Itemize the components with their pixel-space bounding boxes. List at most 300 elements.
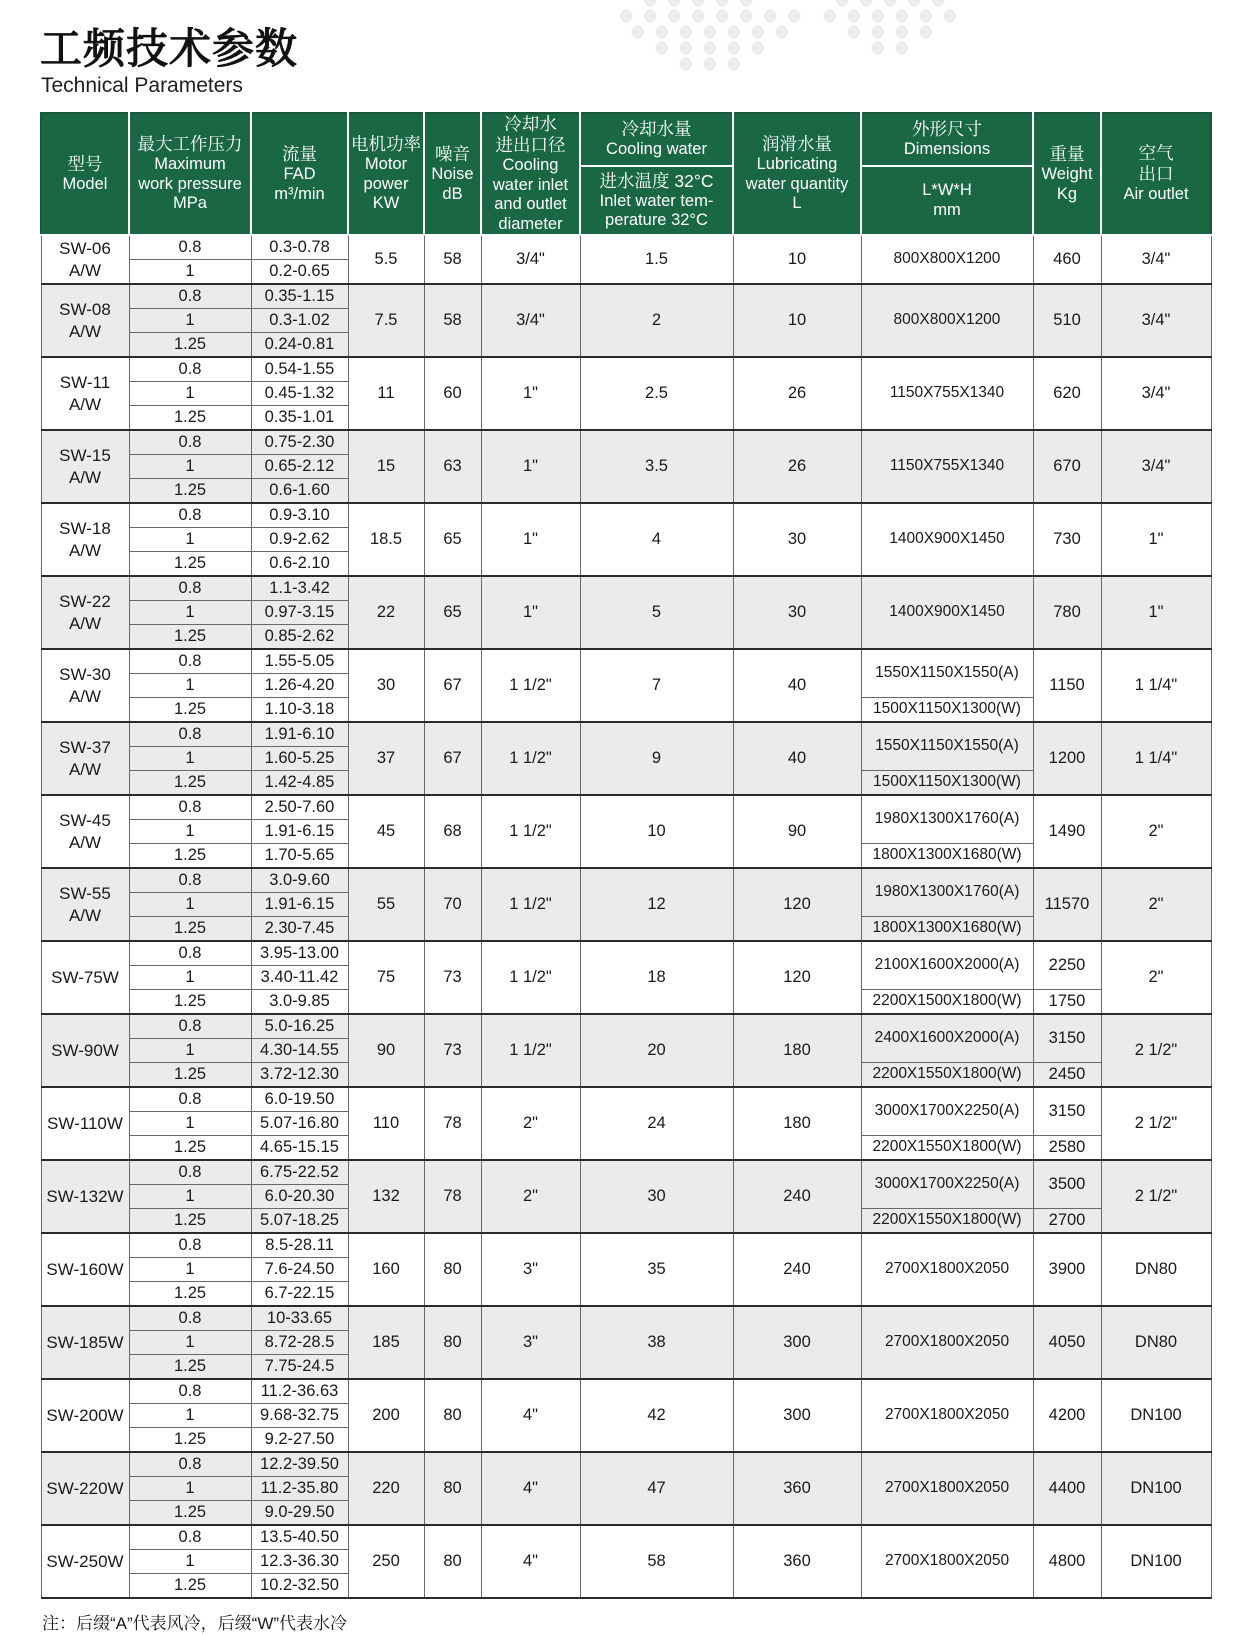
cell-motor-power: 75 xyxy=(348,941,424,1014)
table-row xyxy=(41,1160,1211,1185)
cell-fad: 3.0-9.85 xyxy=(251,990,348,1015)
cell-dimensions: 1800X1300X1680(W) xyxy=(861,917,1033,942)
cell-fad: 3.40-11.42 xyxy=(251,966,348,990)
cell-fad: 11.2-36.63 xyxy=(251,1379,348,1404)
cell-dimensions: 2200X1550X1800(W) xyxy=(861,1136,1033,1161)
cell-lubricating-water: 240 xyxy=(733,1160,861,1233)
cell-cooling-diameter: 4" xyxy=(481,1452,580,1525)
cell-motor-power: 11 xyxy=(348,357,424,430)
cell-cooling-diameter: 1 1/2" xyxy=(481,941,580,1014)
cell-air-outlet: 3/4" xyxy=(1101,235,1211,284)
page-title: 工频技术参数 xyxy=(40,25,299,72)
cell-motor-power: 37 xyxy=(348,722,424,795)
cell-lubricating-water: 360 xyxy=(733,1452,861,1525)
cell-fad: 1.55-5.05 xyxy=(251,649,348,674)
table-row xyxy=(41,1379,1211,1404)
col-header-air-outlet: 空气 出口 Air outlet xyxy=(1101,113,1211,235)
cell-cooling-diameter: 1 1/2" xyxy=(481,868,580,941)
cell-cooling-diameter: 1 1/2" xyxy=(481,649,580,722)
cell-pressure: 1.25 xyxy=(129,1355,251,1380)
cell-model: SW-45 A/W xyxy=(41,795,129,868)
cell-noise: 80 xyxy=(424,1525,481,1598)
cell-dimensions: 3000X1700X2250(A) xyxy=(861,1087,1033,1136)
cell-motor-power: 55 xyxy=(348,868,424,941)
footnote: 注：后缀“A”代表风冷，后缀“W”代表水冷 xyxy=(42,1614,348,1634)
cell-fad: 0.6-1.60 xyxy=(251,479,348,504)
cell-cooling-diameter: 4" xyxy=(481,1525,580,1598)
cell-motor-power: 30 xyxy=(348,649,424,722)
cell-fad: 3.95-13.00 xyxy=(251,941,348,966)
cell-lubricating-water: 180 xyxy=(733,1087,861,1160)
cell-model: SW-06 A/W xyxy=(41,235,129,284)
col-header-max-pressure: 最大工作压力 Maximum work pressure MPa xyxy=(129,113,251,235)
cell-motor-power: 185 xyxy=(348,1306,424,1379)
cell-fad: 9.0-29.50 xyxy=(251,1501,348,1526)
cell-lubricating-water: 30 xyxy=(733,576,861,649)
cell-weight: 4400 xyxy=(1033,1452,1101,1525)
cell-weight: 2250 xyxy=(1033,941,1101,990)
table-header xyxy=(41,113,1211,235)
cell-fad: 5.0-16.25 xyxy=(251,1014,348,1039)
cell-lubricating-water: 360 xyxy=(733,1525,861,1598)
cell-pressure: 0.8 xyxy=(129,1160,251,1185)
cell-noise: 80 xyxy=(424,1452,481,1525)
cell-dimensions: 800X800X1200 xyxy=(861,284,1033,357)
cell-motor-power: 22 xyxy=(348,576,424,649)
cell-fad: 0.3-0.78 xyxy=(251,235,348,260)
cell-noise: 78 xyxy=(424,1160,481,1233)
cell-fad: 7.75-24.5 xyxy=(251,1355,348,1380)
cell-fad: 0.85-2.62 xyxy=(251,625,348,650)
cell-motor-power: 250 xyxy=(348,1525,424,1598)
cell-weight: 730 xyxy=(1033,503,1101,576)
cell-noise: 73 xyxy=(424,1014,481,1087)
table-row xyxy=(41,1087,1211,1112)
cell-weight: 3150 xyxy=(1033,1087,1101,1136)
cell-fad: 8.72-28.5 xyxy=(251,1331,348,1355)
cell-pressure: 0.8 xyxy=(129,868,251,893)
cell-air-outlet: DN80 xyxy=(1101,1233,1211,1306)
page-subtitle: Technical Parameters xyxy=(41,74,243,98)
table-row xyxy=(41,284,1211,309)
cell-noise: 73 xyxy=(424,941,481,1014)
cell-cooling-water: 18 xyxy=(580,941,733,1014)
cell-weight: 780 xyxy=(1033,576,1101,649)
cell-pressure: 1.25 xyxy=(129,1282,251,1307)
cell-pressure: 1 xyxy=(129,747,251,771)
cell-pressure: 1.25 xyxy=(129,333,251,358)
cell-pressure: 1.25 xyxy=(129,1501,251,1526)
cell-lubricating-water: 120 xyxy=(733,868,861,941)
col-header-noise: 噪音 Noise dB xyxy=(424,113,481,235)
cell-fad: 10-33.65 xyxy=(251,1306,348,1331)
cell-motor-power: 132 xyxy=(348,1160,424,1233)
cell-pressure: 1 xyxy=(129,820,251,844)
cell-cooling-water: 47 xyxy=(580,1452,733,1525)
cell-fad: 9.2-27.50 xyxy=(251,1428,348,1453)
cell-cooling-diameter: 1" xyxy=(481,357,580,430)
cell-fad: 10.2-32.50 xyxy=(251,1574,348,1599)
cell-fad: 0.97-3.15 xyxy=(251,601,348,625)
cell-model: SW-30 A/W xyxy=(41,649,129,722)
cell-motor-power: 110 xyxy=(348,1087,424,1160)
table-row xyxy=(41,576,1211,601)
cell-air-outlet: 2 1/2" xyxy=(1101,1160,1211,1233)
cell-weight: 620 xyxy=(1033,357,1101,430)
cell-pressure: 1 xyxy=(129,601,251,625)
cell-dimensions: 2200X1550X1800(W) xyxy=(861,1063,1033,1088)
cell-cooling-water: 4 xyxy=(580,503,733,576)
cell-noise: 65 xyxy=(424,503,481,576)
cell-pressure: 0.8 xyxy=(129,795,251,820)
cell-pressure: 1 xyxy=(129,1404,251,1428)
cell-fad: 1.1-3.42 xyxy=(251,576,348,601)
cell-noise: 78 xyxy=(424,1087,481,1160)
cell-model: SW-18 A/W xyxy=(41,503,129,576)
cell-lubricating-water: 300 xyxy=(733,1306,861,1379)
cell-model: SW-200W xyxy=(41,1379,129,1452)
col-header-model: 型号 Model xyxy=(41,113,129,235)
cell-fad: 12.2-39.50 xyxy=(251,1452,348,1477)
cell-lubricating-water: 180 xyxy=(733,1014,861,1087)
cell-fad: 4.30-14.55 xyxy=(251,1039,348,1063)
cell-cooling-diameter: 2" xyxy=(481,1160,580,1233)
cell-pressure: 1 xyxy=(129,1331,251,1355)
cell-fad: 0.54-1.55 xyxy=(251,357,348,382)
cell-noise: 80 xyxy=(424,1306,481,1379)
col-header-motor-power: 电机功率 Motor power KW xyxy=(348,113,424,235)
cell-lubricating-water: 40 xyxy=(733,722,861,795)
cell-fad: 13.5-40.50 xyxy=(251,1525,348,1550)
cell-lubricating-water: 30 xyxy=(733,503,861,576)
cell-pressure: 1.25 xyxy=(129,698,251,723)
cell-air-outlet: 2 1/2" xyxy=(1101,1014,1211,1087)
cell-pressure: 1 xyxy=(129,966,251,990)
cell-fad: 11.2-35.80 xyxy=(251,1477,348,1501)
table-body xyxy=(41,235,1211,1598)
cell-cooling-water: 30 xyxy=(580,1160,733,1233)
cell-fad: 5.07-16.80 xyxy=(251,1112,348,1136)
cell-fad: 0.45-1.32 xyxy=(251,382,348,406)
cell-weight: 670 xyxy=(1033,430,1101,503)
cell-air-outlet: 2" xyxy=(1101,941,1211,1014)
cell-pressure: 1 xyxy=(129,674,251,698)
cell-noise: 80 xyxy=(424,1379,481,1452)
cell-dimensions: 2400X1600X2000(A) xyxy=(861,1014,1033,1063)
cell-dimensions: 1550X1150X1550(A) xyxy=(861,722,1033,771)
table-row xyxy=(41,868,1211,893)
cell-cooling-diameter: 1 1/2" xyxy=(481,722,580,795)
cell-cooling-water: 3.5 xyxy=(580,430,733,503)
cell-motor-power: 160 xyxy=(348,1233,424,1306)
cell-pressure: 0.8 xyxy=(129,1233,251,1258)
cell-fad: 1.60-5.25 xyxy=(251,747,348,771)
cell-dimensions: 1800X1300X1680(W) xyxy=(861,844,1033,869)
cell-cooling-diameter: 3/4" xyxy=(481,284,580,357)
table-row xyxy=(41,722,1211,747)
cell-fad: 6.0-19.50 xyxy=(251,1087,348,1112)
col-header-lubricating-water: 润滑水量 Lubricating water quantity L xyxy=(733,113,861,235)
cell-model: SW-75W xyxy=(41,941,129,1014)
cell-model: SW-250W xyxy=(41,1525,129,1598)
cell-fad: 0.6-2.10 xyxy=(251,552,348,577)
cell-fad: 12.3-36.30 xyxy=(251,1550,348,1574)
cell-dimensions: 1150X755X1340 xyxy=(861,357,1033,430)
cell-noise: 70 xyxy=(424,868,481,941)
cell-fad: 1.10-3.18 xyxy=(251,698,348,723)
table-row xyxy=(41,941,1211,966)
cell-dimensions: 2700X1800X2050 xyxy=(861,1452,1033,1525)
cell-pressure: 1 xyxy=(129,309,251,333)
cell-weight: 2580 xyxy=(1033,1136,1101,1161)
cell-air-outlet: DN100 xyxy=(1101,1452,1211,1525)
cell-noise: 58 xyxy=(424,284,481,357)
cell-cooling-water: 5 xyxy=(580,576,733,649)
cell-weight: 2700 xyxy=(1033,1209,1101,1234)
cell-dimensions: 1400X900X1450 xyxy=(861,503,1033,576)
cell-cooling-water: 10 xyxy=(580,795,733,868)
cell-fad: 0.9-3.10 xyxy=(251,503,348,528)
cell-lubricating-water: 40 xyxy=(733,649,861,722)
cell-pressure: 0.8 xyxy=(129,503,251,528)
cell-model: SW-08 A/W xyxy=(41,284,129,357)
cell-fad: 0.3-1.02 xyxy=(251,309,348,333)
col-header-inlet-temperature: 进水温度 32°C Inlet water tem- perature 32°C xyxy=(580,166,733,235)
cell-pressure: 0.8 xyxy=(129,1452,251,1477)
cell-weight: 2450 xyxy=(1033,1063,1101,1088)
cell-noise: 60 xyxy=(424,357,481,430)
cell-fad: 0.9-2.62 xyxy=(251,528,348,552)
col-header-cooling-diameter: 冷却水 进出口径 Cooling water inlet and outlet diameter xyxy=(481,113,580,235)
cell-dimensions: 800X800X1200 xyxy=(861,235,1033,284)
cell-cooling-water: 12 xyxy=(580,868,733,941)
cell-fad: 0.35-1.01 xyxy=(251,406,348,431)
cell-weight: 3150 xyxy=(1033,1014,1101,1063)
cell-cooling-water: 20 xyxy=(580,1014,733,1087)
cell-dimensions: 1500X1150X1300(W) xyxy=(861,698,1033,723)
cell-motor-power: 15 xyxy=(348,430,424,503)
cell-dimensions: 2700X1800X2050 xyxy=(861,1233,1033,1306)
cell-model: SW-37 A/W xyxy=(41,722,129,795)
cell-air-outlet: 2" xyxy=(1101,868,1211,941)
cell-cooling-diameter: 1 1/2" xyxy=(481,1014,580,1087)
cell-pressure: 1.25 xyxy=(129,1063,251,1088)
cell-pressure: 0.8 xyxy=(129,1087,251,1112)
cell-air-outlet: DN100 xyxy=(1101,1379,1211,1452)
cell-pressure: 0.8 xyxy=(129,430,251,455)
cell-fad: 0.24-0.81 xyxy=(251,333,348,358)
cell-air-outlet: 3/4" xyxy=(1101,430,1211,503)
col-header-fad: 流量 FAD m³/min xyxy=(251,113,348,235)
cell-motor-power: 7.5 xyxy=(348,284,424,357)
cell-noise: 67 xyxy=(424,722,481,795)
col-header-cooling-water: 冷却水量 Cooling water xyxy=(580,113,733,166)
cell-pressure: 0.8 xyxy=(129,284,251,309)
cell-cooling-diameter: 4" xyxy=(481,1379,580,1452)
cell-fad: 6.75-22.52 xyxy=(251,1160,348,1185)
cell-pressure: 0.8 xyxy=(129,1014,251,1039)
cell-air-outlet: 1 1/4" xyxy=(1101,722,1211,795)
cell-motor-power: 90 xyxy=(348,1014,424,1087)
cell-pressure: 1 xyxy=(129,382,251,406)
cell-dimensions: 1400X900X1450 xyxy=(861,576,1033,649)
cell-motor-power: 18.5 xyxy=(348,503,424,576)
cell-weight: 1490 xyxy=(1033,795,1101,868)
cell-pressure: 0.8 xyxy=(129,235,251,260)
cell-noise: 63 xyxy=(424,430,481,503)
cell-lubricating-water: 10 xyxy=(733,284,861,357)
cell-weight: 3500 xyxy=(1033,1160,1101,1209)
cell-fad: 3.72-12.30 xyxy=(251,1063,348,1088)
cell-lubricating-water: 90 xyxy=(733,795,861,868)
cell-dimensions: 1150X755X1340 xyxy=(861,430,1033,503)
cell-model: SW-160W xyxy=(41,1233,129,1306)
cell-air-outlet: 1" xyxy=(1101,576,1211,649)
cell-dimensions: 1500X1150X1300(W) xyxy=(861,771,1033,796)
cell-fad: 1.91-6.15 xyxy=(251,820,348,844)
cell-pressure: 1.25 xyxy=(129,1574,251,1599)
cell-fad: 5.07-18.25 xyxy=(251,1209,348,1234)
cell-lubricating-water: 120 xyxy=(733,941,861,1014)
cell-model: SW-15 A/W xyxy=(41,430,129,503)
cell-pressure: 1 xyxy=(129,1477,251,1501)
cell-pressure: 1.25 xyxy=(129,1136,251,1161)
cell-dimensions: 2700X1800X2050 xyxy=(861,1306,1033,1379)
cell-pressure: 1 xyxy=(129,528,251,552)
cell-pressure: 1 xyxy=(129,1185,251,1209)
cell-cooling-diameter: 1" xyxy=(481,503,580,576)
cell-pressure: 0.8 xyxy=(129,576,251,601)
cell-cooling-diameter: 3" xyxy=(481,1306,580,1379)
cell-model: SW-110W xyxy=(41,1087,129,1160)
cell-noise: 58 xyxy=(424,235,481,284)
cell-motor-power: 200 xyxy=(348,1379,424,1452)
cell-fad: 0.2-0.65 xyxy=(251,260,348,285)
cell-weight: 1200 xyxy=(1033,722,1101,795)
col-header-weight: 重量 Weight Kg xyxy=(1033,113,1101,235)
cell-pressure: 1 xyxy=(129,1039,251,1063)
table-row xyxy=(41,430,1211,455)
cell-cooling-diameter: 1 1/2" xyxy=(481,795,580,868)
cell-weight: 1150 xyxy=(1033,649,1101,722)
cell-fad: 1.42-4.85 xyxy=(251,771,348,796)
cell-noise: 65 xyxy=(424,576,481,649)
cell-weight: 3900 xyxy=(1033,1233,1101,1306)
cell-pressure: 0.8 xyxy=(129,1525,251,1550)
cell-fad: 7.6-24.50 xyxy=(251,1258,348,1282)
cell-pressure: 1 xyxy=(129,260,251,285)
table-row xyxy=(41,649,1211,674)
cell-fad: 6.7-22.15 xyxy=(251,1282,348,1307)
cell-pressure: 1 xyxy=(129,455,251,479)
cell-cooling-water: 1.5 xyxy=(580,235,733,284)
cell-air-outlet: 1" xyxy=(1101,503,1211,576)
table-row xyxy=(41,1306,1211,1331)
cell-cooling-water: 42 xyxy=(580,1379,733,1452)
cell-cooling-diameter: 1" xyxy=(481,576,580,649)
cell-dimensions: 2200X1550X1800(W) xyxy=(861,1209,1033,1234)
cell-cooling-diameter: 3" xyxy=(481,1233,580,1306)
cell-model: SW-55 A/W xyxy=(41,868,129,941)
cell-model: SW-11 A/W xyxy=(41,357,129,430)
cell-pressure: 0.8 xyxy=(129,649,251,674)
cell-pressure: 0.8 xyxy=(129,357,251,382)
cell-pressure: 1.25 xyxy=(129,771,251,796)
cell-cooling-water: 58 xyxy=(580,1525,733,1598)
cell-pressure: 1 xyxy=(129,1550,251,1574)
cell-model: SW-90W xyxy=(41,1014,129,1087)
cell-cooling-diameter: 2" xyxy=(481,1087,580,1160)
cell-noise: 67 xyxy=(424,649,481,722)
cell-model: SW-185W xyxy=(41,1306,129,1379)
cell-air-outlet: 1 1/4" xyxy=(1101,649,1211,722)
cell-fad: 3.0-9.60 xyxy=(251,868,348,893)
cell-fad: 1.91-6.10 xyxy=(251,722,348,747)
cell-lubricating-water: 26 xyxy=(733,357,861,430)
cell-air-outlet: 2" xyxy=(1101,795,1211,868)
cell-pressure: 1 xyxy=(129,1112,251,1136)
cell-lubricating-water: 26 xyxy=(733,430,861,503)
cell-weight: 1750 xyxy=(1033,990,1101,1015)
cell-dimensions: 2700X1800X2050 xyxy=(861,1525,1033,1598)
cell-pressure: 1.25 xyxy=(129,844,251,869)
cell-air-outlet: 3/4" xyxy=(1101,284,1211,357)
cell-motor-power: 5.5 xyxy=(348,235,424,284)
cell-fad: 2.30-7.45 xyxy=(251,917,348,942)
cell-fad: 4.65-15.15 xyxy=(251,1136,348,1161)
cell-pressure: 1.25 xyxy=(129,1428,251,1453)
cell-fad: 1.26-4.20 xyxy=(251,674,348,698)
cell-pressure: 1.25 xyxy=(129,406,251,431)
cell-air-outlet: DN100 xyxy=(1101,1525,1211,1598)
cell-air-outlet: DN80 xyxy=(1101,1306,1211,1379)
cell-air-outlet: 3/4" xyxy=(1101,357,1211,430)
cell-pressure: 1.25 xyxy=(129,552,251,577)
cell-fad: 1.70-5.65 xyxy=(251,844,348,869)
cell-fad: 0.75-2.30 xyxy=(251,430,348,455)
table-row xyxy=(41,1014,1211,1039)
cell-cooling-water: 7 xyxy=(580,649,733,722)
table-row xyxy=(41,1233,1211,1258)
table-row xyxy=(41,503,1211,528)
cell-cooling-water: 9 xyxy=(580,722,733,795)
table-row xyxy=(41,235,1211,260)
cell-weight: 460 xyxy=(1033,235,1101,284)
cell-dimensions: 2200X1500X1800(W) xyxy=(861,990,1033,1015)
cell-weight: 4050 xyxy=(1033,1306,1101,1379)
col-header-lwh: L*W*H mm xyxy=(861,166,1033,235)
cell-lubricating-water: 10 xyxy=(733,235,861,284)
cell-motor-power: 45 xyxy=(348,795,424,868)
cell-fad: 0.65-2.12 xyxy=(251,455,348,479)
cell-pressure: 0.8 xyxy=(129,722,251,747)
cell-air-outlet: 2 1/2" xyxy=(1101,1087,1211,1160)
cell-dimensions: 3000X1700X2250(A) xyxy=(861,1160,1033,1209)
cell-motor-power: 220 xyxy=(348,1452,424,1525)
cell-pressure: 1 xyxy=(129,1258,251,1282)
cell-noise: 80 xyxy=(424,1233,481,1306)
cell-cooling-water: 2.5 xyxy=(580,357,733,430)
cell-pressure: 1.25 xyxy=(129,1209,251,1234)
cell-pressure: 1.25 xyxy=(129,917,251,942)
table-row xyxy=(41,1452,1211,1477)
col-header-dimensions: 外形尺寸 Dimensions xyxy=(861,113,1033,166)
cell-dimensions: 1980X1300X1760(A) xyxy=(861,868,1033,917)
cell-cooling-diameter: 3/4" xyxy=(481,235,580,284)
cell-weight: 4200 xyxy=(1033,1379,1101,1452)
cell-model: SW-220W xyxy=(41,1452,129,1525)
cell-cooling-water: 2 xyxy=(580,284,733,357)
